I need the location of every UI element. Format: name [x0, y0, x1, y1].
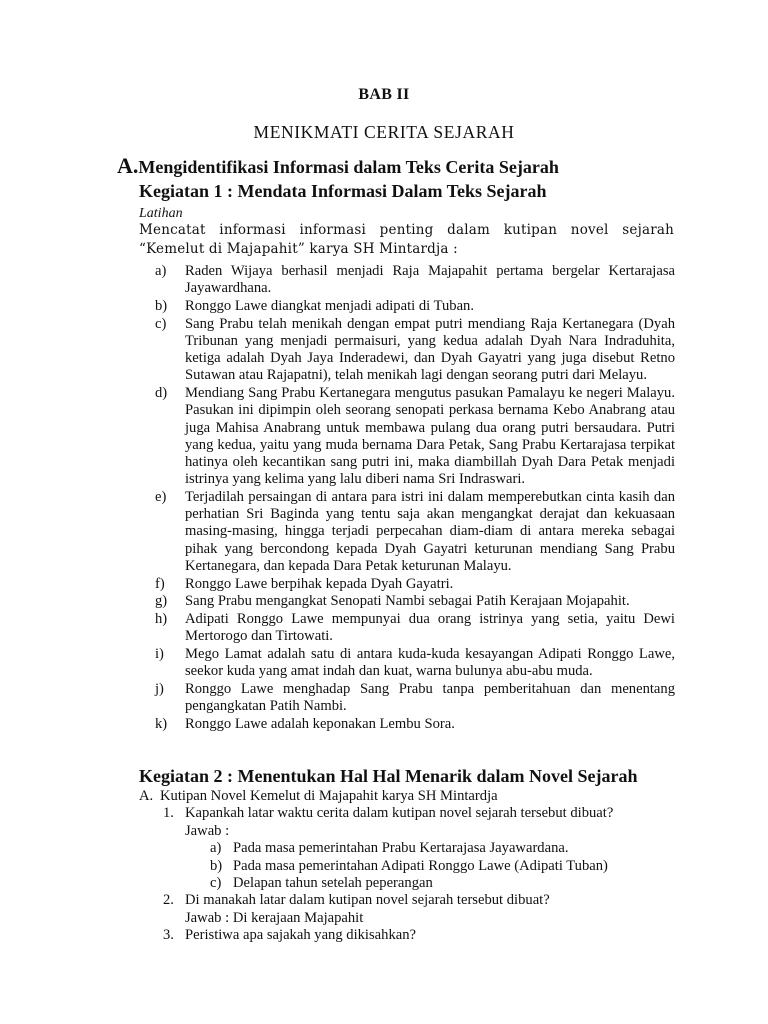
answer-item-text: Pada masa pemerintahan Adipati Ronggo Lawe (Adipati Tuban)	[233, 857, 608, 874]
answer-item-text: Delapan tahun setelah peperangan	[233, 875, 433, 892]
section-a-heading	[117, 153, 559, 179]
question-1	[139, 805, 679, 822]
sub-heading-a	[139, 788, 679, 805]
list-item-label: k)	[155, 716, 168, 733]
question-number: 3.	[163, 927, 174, 944]
list-item-text: Mendiang Sang Prabu Kertanegara mengutus pasukan Pamalayu ke negeri Malayu. Pasukan ini dipimpin oleh seorang senopati perkasa bernama Kebo Anabrang atau juga Mahisa Anabrang untuk membawa pulang dua orang putri bersaudara. Putri yang kedua, yaitu yang muda bernama Dara Petak, Sang Prabu Kertarajasa terpikat hatinya oleh kecantikan sang putri ini, maka diambillah Dyah Dara Petak menjadi istrinya yang kelima yang lalu diberi nama Sri Indraswari.	[185, 385, 675, 488]
list-item-text: Ronggo Lawe menghadap Sang Prabu tanpa pemberitahuan dan menentang pengangkatan Patih Nambi.	[185, 681, 675, 715]
list-item	[139, 593, 675, 610]
answer-item	[139, 840, 679, 857]
list-item-label: d)	[155, 385, 168, 402]
question-3	[139, 927, 679, 944]
list-item	[139, 681, 675, 715]
kegiatan-2-content	[139, 788, 679, 945]
answer-item	[139, 875, 679, 892]
list-item	[139, 646, 675, 680]
kegiatan-2-title: Kegiatan 2 : Menentukan Hal Hal Menarik dalam Novel Sejarah	[139, 766, 638, 786]
question-2	[139, 892, 679, 909]
info-list	[139, 263, 675, 734]
list-item	[139, 385, 675, 488]
answer-item-label: a)	[210, 840, 222, 857]
list-item-label: j)	[155, 681, 164, 698]
list-item-text: Mego Lamat adalah satu di antara kuda-kuda kesayangan Adipati Ronggo Lawe, seekor kuda yang amat indah dan kuat, warna bulunya abu-abu muda.	[185, 646, 675, 680]
list-item-label: i)	[155, 646, 164, 663]
sub-heading-label: A.	[139, 788, 154, 804]
chapter-title: MENIKMATI CERITA SEJARAH	[253, 122, 515, 142]
question-number: 1.	[163, 805, 174, 822]
question-text: Kapankah latar waktu cerita dalam kutipan novel sejarah tersebut dibuat?	[185, 805, 614, 822]
question-text: Di manakah latar dalam kutipan novel sejarah tersebut dibuat?	[185, 892, 550, 909]
answer-text: Jawab : Di kerajaan Majapahit	[185, 909, 364, 926]
list-item	[139, 611, 675, 645]
list-item-text: Adipati Ronggo Lawe mempunyai dua orang istrinya yang setia, yaitu Dewi Mertorogo dan Tirtowati.	[185, 611, 675, 645]
kegiatan-1-title: Kegiatan 1 : Mendata Informasi Dalam Teks Sejarah	[139, 181, 547, 201]
list-item-label: c)	[155, 315, 167, 332]
sub-heading-text: Kutipan Novel Kemelut di Majapahit karya SH Mintardja	[160, 788, 498, 804]
list-item	[139, 316, 675, 385]
list-item-text: Ronggo Lawe berpihak kepada Dyah Gayatri.	[185, 575, 454, 592]
question-number: 2.	[163, 892, 174, 909]
list-item	[139, 298, 675, 315]
list-item-text: Raden Wijaya berhasil menjadi Raja Majapahit pertama bergelar Kertarajasa Jayawardhana.	[185, 263, 675, 297]
question-text: Peristiwa apa sajakah yang dikisahkan?	[185, 927, 416, 944]
list-item-label: a)	[155, 263, 167, 279]
list-item	[139, 576, 675, 593]
list-item-text: Sang Prabu telah menikah dengan empat putri mendiang Raja Kertanegara (Dyah Tribunan yang menjadi permaisuri, yang kedua adalah Dyah Nara Indraduhita, ketiga adalah Dyah Jaya Inderadewi, dan Dyah Gayatri yang juga disebut Retno Sutawan atau Rajapatni), telah menikah lagi dengan seorang putri dari Melayu.	[185, 315, 675, 384]
answer-item-label: c)	[210, 875, 222, 892]
list-item-label: b)	[155, 298, 168, 314]
list-item-label: f)	[155, 575, 165, 592]
kegiatan-1-intro: Mencatat informasi informasi penting dalam kutipan novel sejarah “Kemelut di Majapahit” karya SH Mintardja :	[139, 222, 674, 257]
section-a-title: Mengidentifikasi Informasi dalam Teks Cerita Sejarah	[138, 157, 559, 177]
answer-item-text: Pada masa pemerintahan Prabu Kertarajasa Jayawardana.	[233, 840, 569, 857]
list-item	[139, 716, 675, 733]
list-item-label: e)	[155, 489, 167, 506]
list-item	[139, 263, 675, 297]
answer-label: Jawab :	[185, 822, 230, 839]
list-item-text: Ronggo Lawe adalah keponakan Lembu Sora.	[185, 716, 455, 733]
list-item-text: Terjadilah persaingan di antara para istri ini dalam memperebutkan cinta kasih dan perhatian Sri Baginda yang tentu saja akan mengangkat derajat dan kekuasaan masing-masing, hingga terjadi perpecahan diam-diam di antara mereka sebagai pihak yang bercondong kepada Dyah Gayatri keturunan mendiang Sang Prabu Kertanegara, dan kepada Dara Petak keturunan Malayu.	[185, 489, 675, 574]
list-item-label: g)	[155, 593, 168, 610]
answer-item	[139, 858, 679, 875]
answer-item-label: b)	[210, 857, 223, 874]
list-item-text: Ronggo Lawe diangkat menjadi adipati di Tuban.	[185, 298, 474, 314]
list-item	[139, 489, 675, 575]
chapter-label: BAB II	[358, 86, 410, 103]
list-item-text: Sang Prabu mengangkat Senopati Nambi sebagai Patih Kerajaan Mojapahit.	[185, 593, 630, 610]
latihan-label: Latihan	[139, 206, 183, 221]
section-a-letter: A.	[117, 153, 139, 178]
list-item-label: h)	[155, 611, 168, 628]
